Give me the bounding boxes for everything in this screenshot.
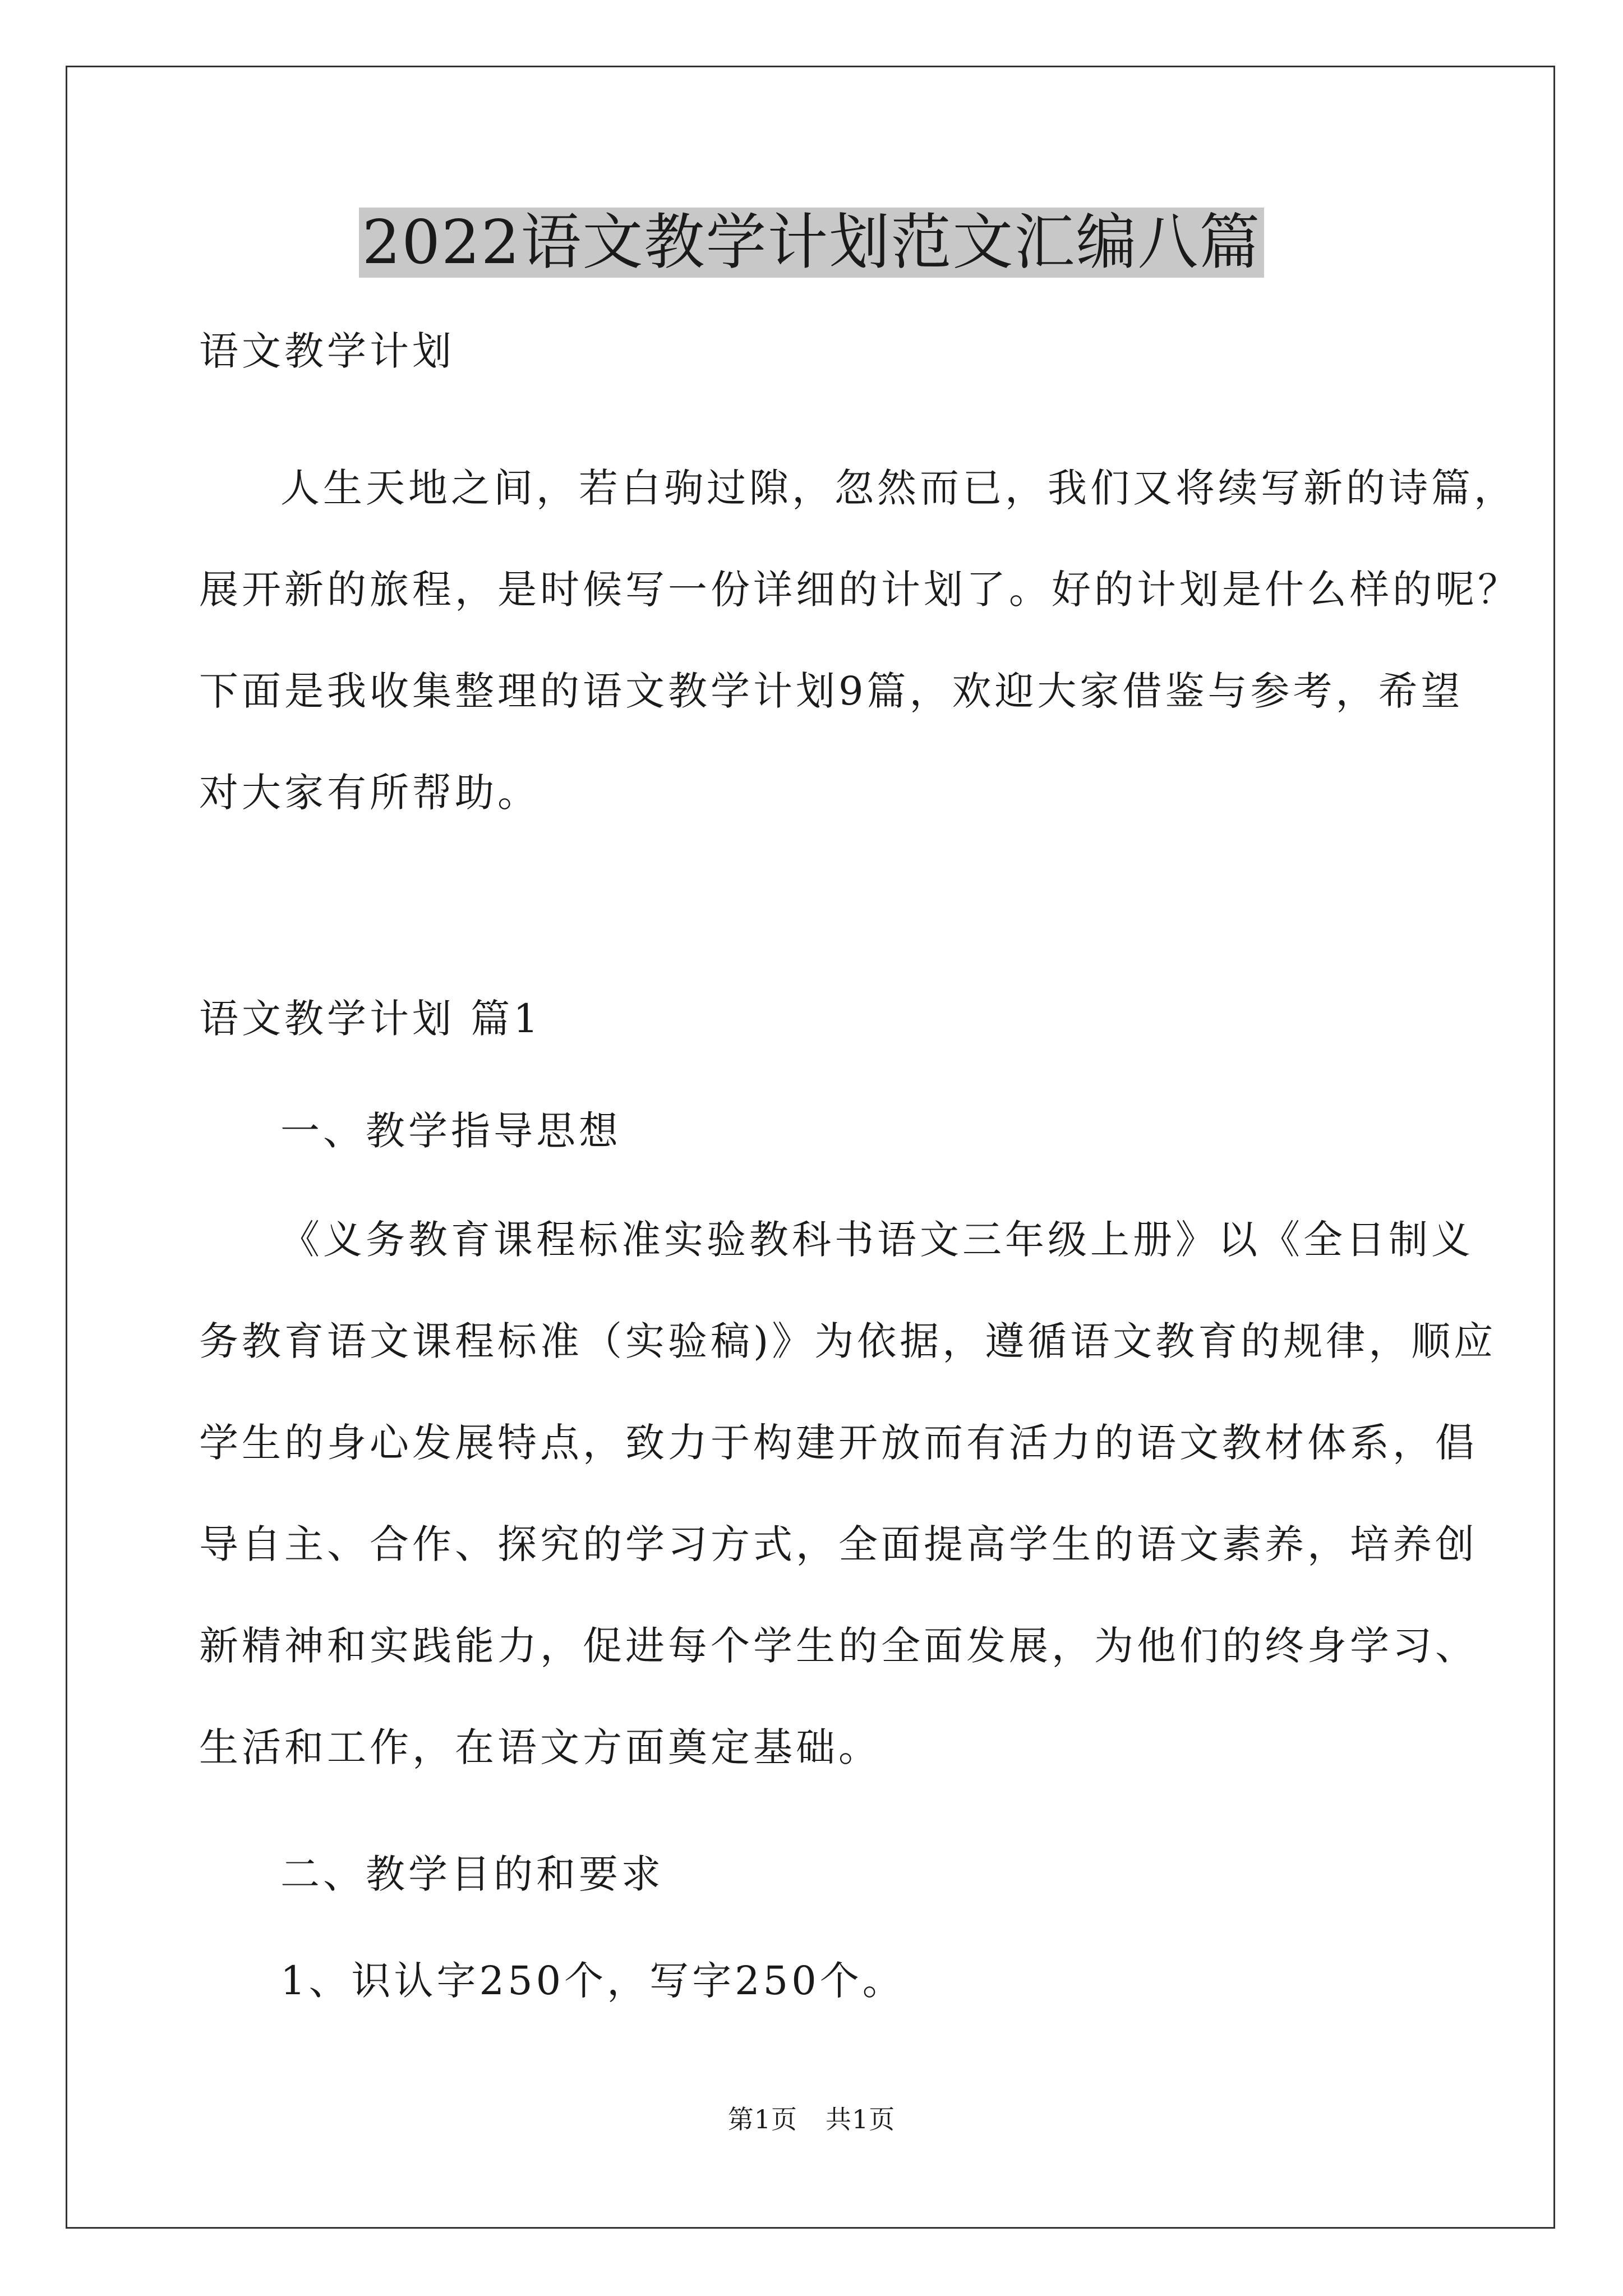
intro-line: 展开新的旅程，是时候写一份详细的计划了。好的计划是什么样的呢？ [199,567,1520,613]
page-total: 共1页 [826,2104,896,2134]
part1-paragraph [199,1189,1497,1798]
document-title-text: 2022语文教学计划范文汇编八篇 [359,208,1265,278]
part2-heading: 二、教学目的和要求 [280,1851,664,1897]
part1-line: 导自主、合作、探究的学习方式，全面提高学生的语文素养，培养创 [199,1521,1478,1567]
part1-line: 生活和工作，在语文方面奠定基础。 [199,1724,881,1770]
page-footer [0,2099,1623,2136]
part1-line: 《义务教育课程标准实验教科书语文三年级上册》以《全日制义 [280,1217,1474,1263]
list-item: 1、识认字250个，写字250个。 [280,1958,905,2004]
chapter-heading: 语文教学计划 篇1 [199,996,542,1042]
document-title [0,201,1623,285]
intro-line: 对大家有所帮助。 [199,770,540,816]
part1-line: 务教育语文课程标准（实验稿)》为依据，遵循语文教育的规律，顺应 [199,1318,1497,1364]
section-heading: 语文教学计划 [199,328,455,374]
intro-line: 人生天地之间，若白驹过隙，忽然而已，我们又将续写新的诗篇， [280,465,1516,511]
part1-line: 新精神和实践能力，促进每个学生的全面发展，为他们的终身学习、 [199,1623,1478,1669]
page-number: 第1页 [727,2104,797,2134]
intro-line: 下面是我收集整理的语文教学计划9篇，欢迎大家借鉴与参考，希望 [199,668,1464,714]
part1-heading: 一、教学指导思想 [280,1108,621,1154]
part1-line: 学生的身心发展特点，致力于构建开放而有活力的语文教材体系，倡 [199,1420,1478,1466]
intro-paragraph [199,438,1520,844]
